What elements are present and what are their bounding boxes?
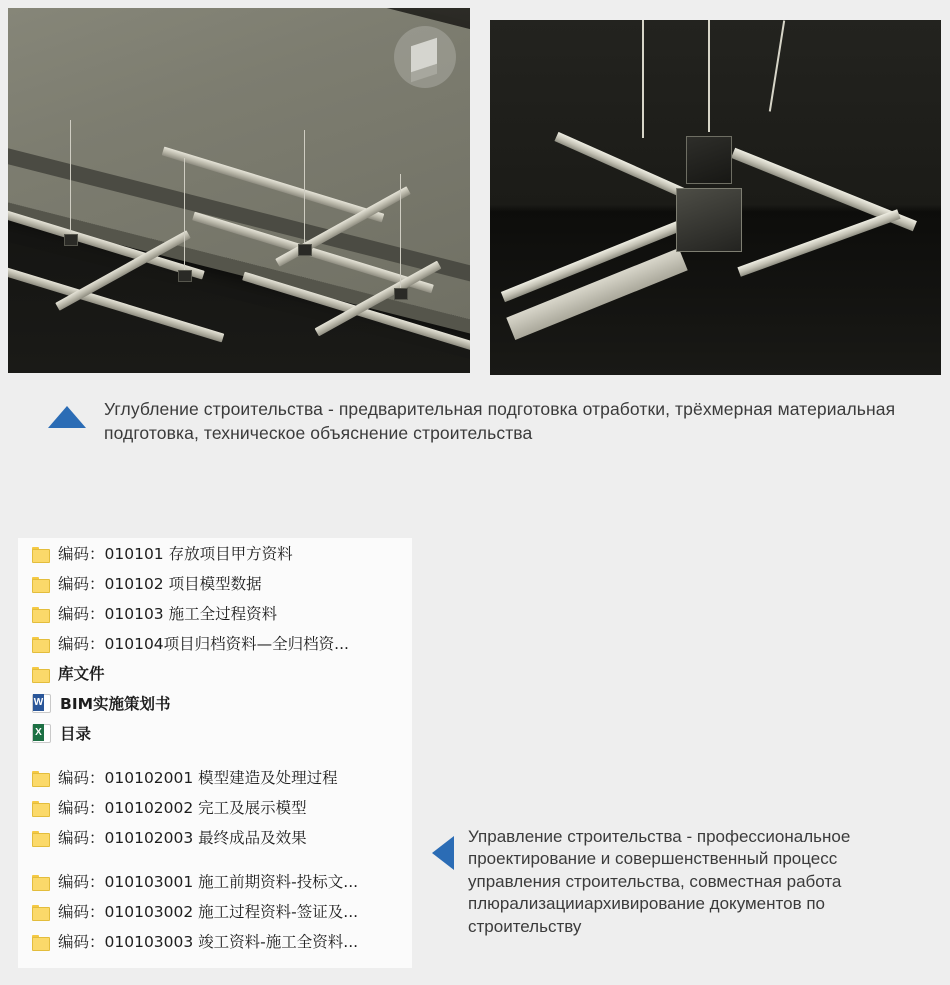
list-item[interactable]	[18, 718, 412, 748]
view-cube-icon[interactable]	[394, 26, 456, 88]
list-group-spacer	[18, 852, 412, 866]
folder-icon	[32, 934, 49, 949]
list-item-label: 编码：010102002 完工及展示模型	[58, 799, 307, 817]
folder-icon	[32, 636, 49, 651]
list-item-label: 编码：010102003 最终成品及效果	[58, 829, 307, 847]
grid-node	[298, 244, 312, 256]
suspension-rod	[708, 20, 710, 132]
list-item-label: 编码：010102 项目模型数据	[58, 575, 262, 593]
excel-icon	[32, 724, 51, 743]
grid-tee	[554, 132, 695, 202]
list-item-label: BIM实施策划书	[60, 695, 171, 713]
word-icon	[32, 694, 51, 713]
list-item[interactable]	[18, 628, 412, 658]
render-scene-right	[490, 20, 941, 375]
file-list	[18, 538, 412, 956]
render-image-right	[490, 20, 941, 375]
folder-icon	[32, 874, 49, 889]
list-item-label: 编码：010103002 施工过程资料-签证及...	[58, 903, 359, 921]
list-group-spacer	[18, 748, 412, 762]
joint-hub	[676, 188, 742, 252]
caption-top	[48, 398, 908, 445]
pedestal-rod	[400, 174, 401, 294]
pedestal-rod	[304, 130, 305, 250]
list-item-label: 库文件	[58, 665, 105, 683]
list-item[interactable]	[18, 568, 412, 598]
caption-bottom-text: Управление строительства - профессиональное проектирование и совершенственный процесс управления строительства, совместная работа плюрализацииархивирование документов по строительству	[468, 827, 851, 936]
list-item[interactable]	[18, 538, 412, 568]
list-item[interactable]	[18, 762, 412, 792]
render-scene-left	[8, 8, 470, 373]
list-item[interactable]	[18, 598, 412, 628]
list-item-label: 编码：010104项目归档资料—全归档资...	[58, 635, 349, 653]
pedestal-rod	[70, 120, 71, 240]
grid-tee	[737, 209, 900, 277]
file-list-panel[interactable]	[18, 538, 412, 968]
folder-icon	[32, 800, 49, 815]
triangle-up-icon	[48, 406, 86, 428]
folder-icon	[32, 904, 49, 919]
list-item-label: 编码：010103003 竣工资料-施工全资料...	[58, 933, 359, 951]
image-row	[0, 8, 950, 378]
grid-node	[178, 270, 192, 282]
list-item[interactable]	[18, 896, 412, 926]
folder-icon	[32, 576, 49, 591]
list-item[interactable]	[18, 658, 412, 688]
folder-icon	[32, 546, 49, 561]
list-item-label: 编码：010103001 施工前期资料-投标文...	[58, 873, 359, 891]
pedestal-rod	[184, 158, 185, 278]
list-item[interactable]	[18, 866, 412, 896]
list-item-label: 目录	[60, 725, 92, 743]
suspension-rod	[642, 20, 644, 138]
folder-icon	[32, 770, 49, 785]
list-item[interactable]	[18, 688, 412, 718]
render-image-left	[8, 8, 470, 373]
list-item[interactable]	[18, 822, 412, 852]
suspension-rod	[769, 20, 785, 111]
triangle-left-icon	[432, 836, 454, 870]
list-item[interactable]	[18, 926, 412, 956]
folder-icon	[32, 606, 49, 621]
caption-top-text: Углубление строительства - предварительная подготовка отработки, трёхмерная материальная подготовка, техническое объяснение строительства	[104, 399, 896, 443]
list-item-label: 编码：010102001 模型建造及处理过程	[58, 769, 338, 787]
list-item-label: 编码：010101 存放项目甲方资料	[58, 545, 293, 563]
grid-node	[64, 234, 78, 246]
caption-bottom	[432, 826, 932, 938]
folder-icon	[32, 830, 49, 845]
joint-cap	[686, 136, 732, 184]
grid-node	[394, 288, 408, 300]
list-item-label: 编码：010103 施工全过程资料	[58, 605, 278, 623]
list-item[interactable]	[18, 792, 412, 822]
folder-icon	[32, 666, 49, 681]
